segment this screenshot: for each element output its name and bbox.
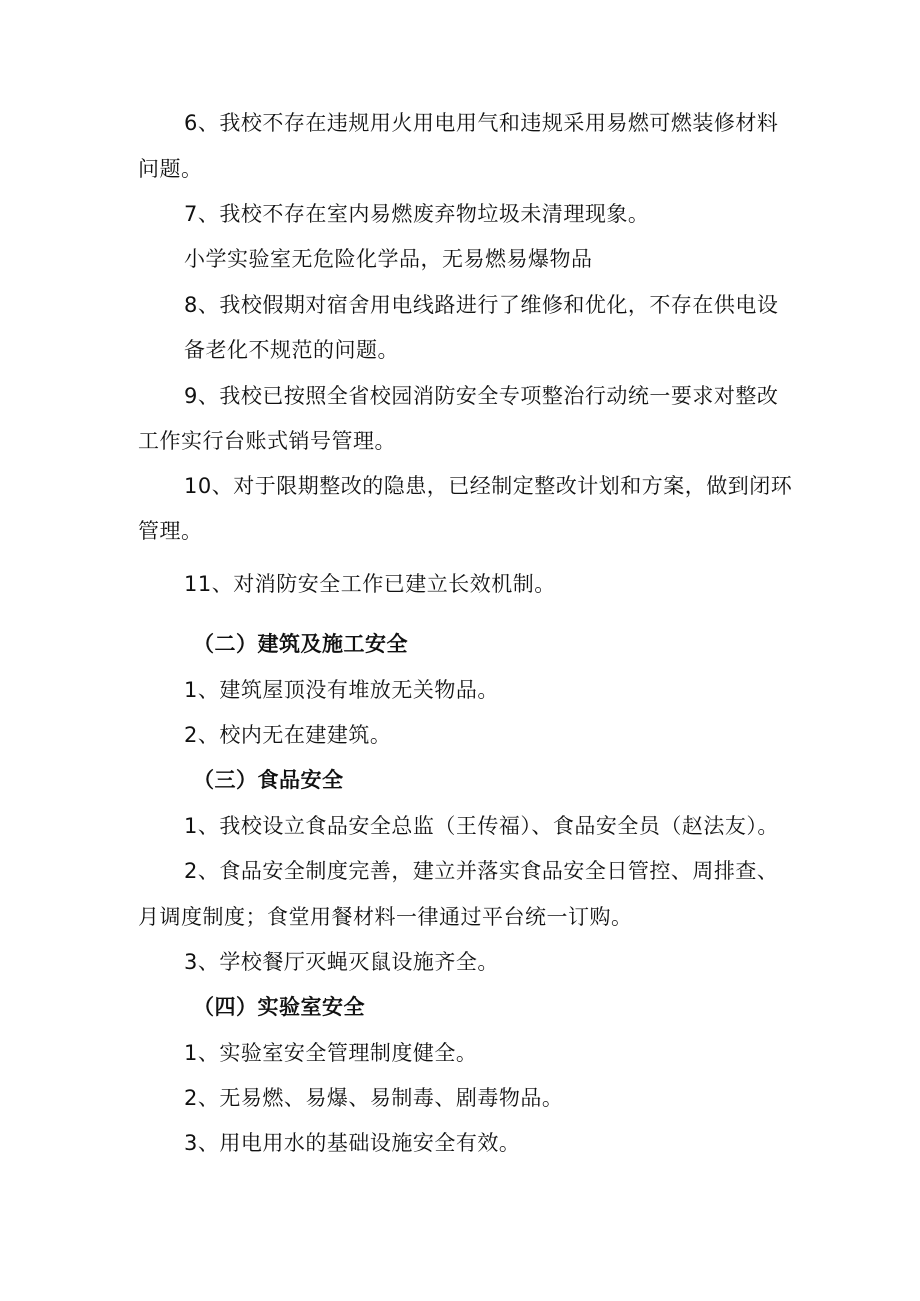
section-heading-construction: （二）建筑及施工安全 [193,632,408,656]
item-6-line-1: 6、我校不存在违规用火用电用气和违规采用易燃可燃装修材料 [184,111,779,135]
lab-item-2: 2、无易燃、易爆、易制毒、剧毒物品。 [184,1086,564,1110]
lab-note-line: 小学实验室无危险化学品，无易燃易爆物品 [184,247,593,271]
food-item-3: 3、学校餐厅灭蝇灭鼠设施齐全。 [184,950,499,974]
item-10-line-2: 管理。 [138,519,203,543]
food-item-2-line-2: 月调度制度；食堂用餐材料一律通过平台统一订购。 [138,905,633,929]
section-heading-lab: （四）实验室安全 [193,995,365,1019]
item-11-line: 11、对消防安全工作已建立长效机制。 [184,572,556,596]
item-8-line-2: 备老化不规范的问题。 [184,338,399,362]
item-8-line-1: 8、我校假期对宿舍用电线路进行了维修和优化，不存在供电设 [184,293,779,317]
item-6-line-2: 问题。 [138,157,203,181]
construction-item-2: 2、校内无在建建筑。 [184,723,392,747]
item-9-line-1: 9、我校已按照全省校园消防安全专项整治行动统一要求对整改 [184,384,779,408]
food-item-2-line-1: 2、食品安全制度完善，建立并落实食品安全日管控、周排查、 [184,859,779,883]
item-9-line-2: 工作实行台账式销号管理。 [138,429,396,453]
lab-item-1: 1、实验室安全管理制度健全。 [184,1041,478,1065]
lab-item-3: 3、用电用水的基础设施安全有效。 [184,1131,521,1155]
section-heading-food: （三）食品安全 [193,768,344,792]
item-7-line: 7、我校不存在室内易燃废弃物垃圾未清理现象。 [184,202,650,226]
item-10-line-1: 10、对于限期整改的隐患，已经制定整改计划和方案，做到闭环 [184,474,793,498]
construction-item-1: 1、建筑屋顶没有堆放无关物品。 [184,678,499,702]
food-item-1: 1、我校设立食品安全总监（王传福）、食品安全员（赵法友）。 [184,814,779,838]
